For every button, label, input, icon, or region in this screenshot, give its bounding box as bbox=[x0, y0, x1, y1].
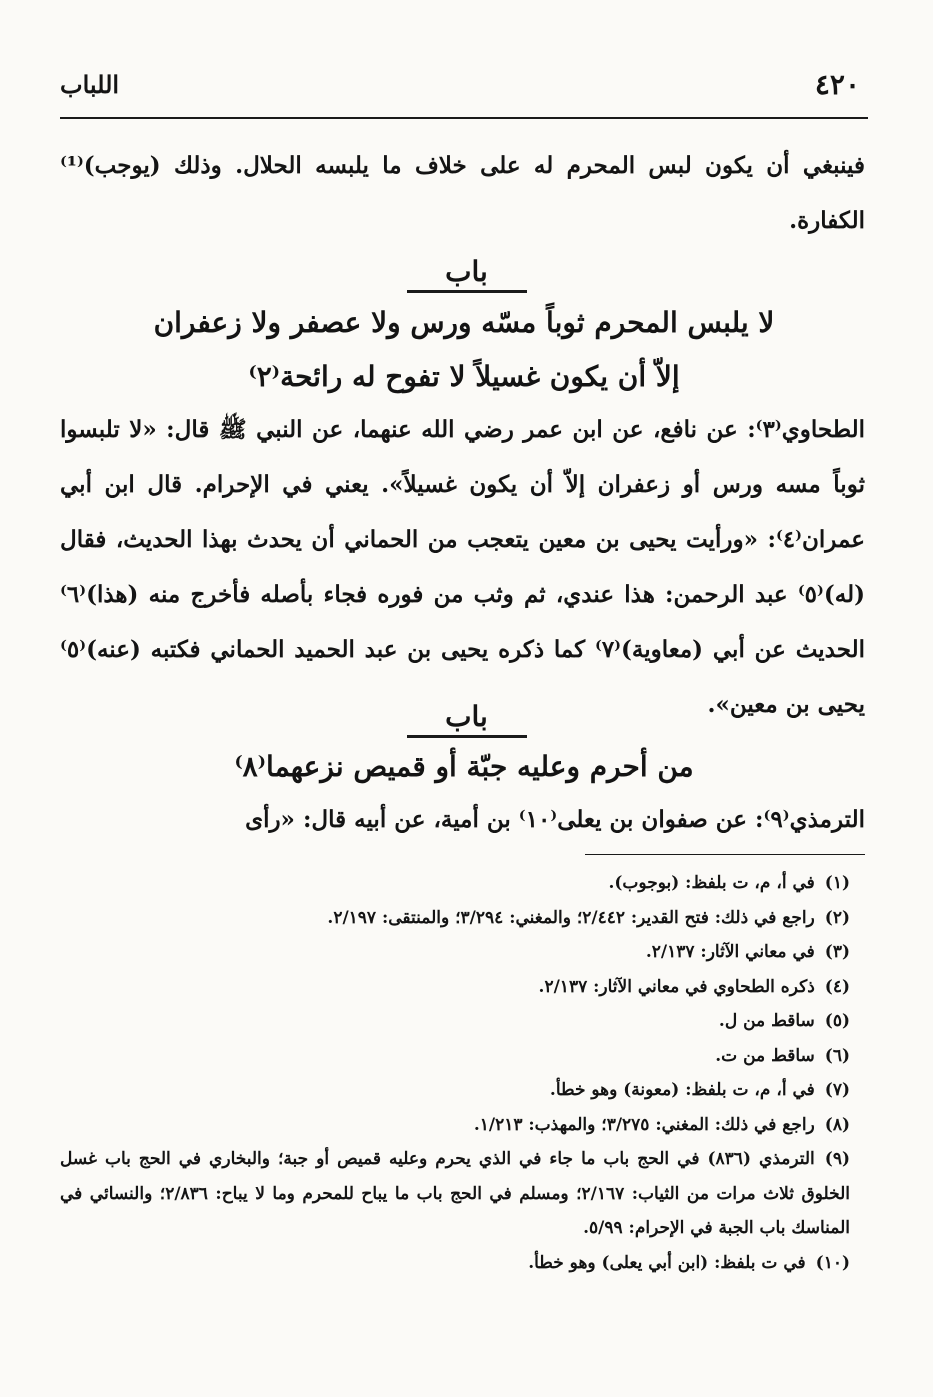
chapter1-title bbox=[60, 296, 868, 404]
footnote-text: راجع في ذلك: فتح القدير: ٢/٤٤٢؛ والمغني: ٣/٢٩٤؛ والمنتقى: ٢/١٩٧. bbox=[327, 907, 815, 928]
footnote-1 bbox=[60, 866, 850, 901]
chapter2-label-underline bbox=[407, 735, 527, 738]
footnote-text: راجع في ذلك: المغني: ٣/٢٧٥؛ والمهذب: ١/٢١٣. bbox=[473, 1114, 815, 1135]
footnote-text: ساقط من ت. bbox=[715, 1045, 815, 1066]
intro-paragraph: فينبغي أن يكون لبس المحرم له على خلاف ما يلبسه الحلال. وذلك (يوجب)⁽¹⁾ الكفارة. bbox=[60, 152, 865, 234]
chapter2-title: من أحرم وعليه جبّة أو قميص نزعهما⁽٨⁾ bbox=[234, 750, 694, 783]
header-rule bbox=[60, 117, 868, 119]
footnotes bbox=[60, 866, 850, 1280]
footnote-5 bbox=[60, 1004, 850, 1039]
page-number: ٤٢٠ bbox=[814, 68, 860, 101]
footnote-number: (٩) bbox=[824, 1149, 850, 1169]
chapter1-label bbox=[0, 255, 933, 293]
footnote-9 bbox=[60, 1142, 850, 1246]
footnote-number: (٣) bbox=[824, 942, 850, 962]
running-title: اللباب bbox=[60, 70, 120, 99]
chapter2-body: الترمذي⁽٩⁾: عن صفوان بن يعلى⁽١٠⁾ بن أمية، عن أبيه قال: «رأى bbox=[245, 806, 865, 833]
chapter2-label bbox=[0, 700, 933, 738]
footnote-number: (٨) bbox=[824, 1114, 850, 1135]
chapter1-label-text: باب bbox=[445, 255, 488, 288]
footnote-text: في معاني الآثار: ٢/١٣٧. bbox=[645, 942, 815, 962]
footnote-3 bbox=[60, 935, 850, 970]
footnote-number: (٤) bbox=[824, 976, 850, 997]
footnote-number: (١) bbox=[824, 873, 850, 893]
footnote-text: في ت بلفظ: (ابن أبي يعلى) وهو خطأ. bbox=[528, 1252, 806, 1273]
footnote-text: ذكره الطحاوي في معاني الآثار: ٢/١٣٧. bbox=[538, 976, 815, 997]
footnote-10 bbox=[60, 1246, 850, 1281]
footnote-text: في أ، م، ت بلفظ: (بوجوب). bbox=[608, 873, 815, 893]
footnote-8 bbox=[60, 1108, 850, 1143]
footnote-text: الترمذي (٨٣٦) في الحج باب ما جاء في الذي يحرم وعليه قميص أو جبة؛ والبخاري في الحج باب غسل الخلوق ثلاث مرات من الثياب: ٢/١٦٧؛ ومسلم في الحج باب ما يباح للمحرم وما لا يباح: ٢/٨٣٦؛ والنسائي في المناسك باب الجبة في الإحرام: ٥/٩٩. bbox=[60, 1149, 850, 1238]
footnote-7 bbox=[60, 1073, 850, 1108]
chapter1-title-line1: لا يلبس المحرم ثوباً مسّه ورس ولا عصفر ولا زعفران bbox=[153, 306, 775, 339]
footnote-number: (٢) bbox=[824, 907, 850, 928]
chapter1-body: الطحاوي⁽٣⁾: عن نافع، عن ابن عمر رضي الله عنهما، عن النبي ﷺ قال: «لا تلبسوا ثوباً مسه ورس أو زعفران إلاّ أن يكون غسيلاً». يعني في الإحرام. قال ابن أبي عمران⁽٤⁾: «ورأيت يحيى بن معين يتعجب من الحماني أن يحدث بهذا الحديث، فقال (له)⁽٥⁾ عبد الرحمن: هذا عندي، ثم وثب من فوره فجاء بأصله فأخرج منه (هذا)⁽٦⁾ الحديث عن أبي (معاوية)⁽٧⁾ كما ذكره يحيى بن عبد الحميد الحماني فكتبه (عنه)⁽٥⁾ يحيى بن معين». bbox=[60, 416, 865, 718]
chapter2-label-text: باب bbox=[445, 700, 488, 733]
footnote-6 bbox=[60, 1039, 850, 1074]
chapter1-title-line2: إلاّ أن يكون غسيلاً لا تفوح له رائحة⁽٢⁾ bbox=[248, 360, 680, 393]
footnote-text: ساقط من ل. bbox=[718, 1011, 815, 1031]
page-header bbox=[60, 68, 860, 108]
footnote-number: (٧) bbox=[824, 1080, 850, 1100]
footnote-number: (٥) bbox=[824, 1011, 850, 1031]
footnote-number: (١٠) bbox=[815, 1252, 850, 1273]
footnote-text: في أ، م، ت بلفظ: (معونة) وهو خطأ. bbox=[549, 1080, 815, 1100]
footnote-rule bbox=[585, 854, 865, 855]
footnote-2 bbox=[60, 901, 850, 936]
footnote-4 bbox=[60, 970, 850, 1005]
footnote-number: (٦) bbox=[824, 1045, 850, 1066]
chapter1-label-underline bbox=[407, 290, 527, 293]
